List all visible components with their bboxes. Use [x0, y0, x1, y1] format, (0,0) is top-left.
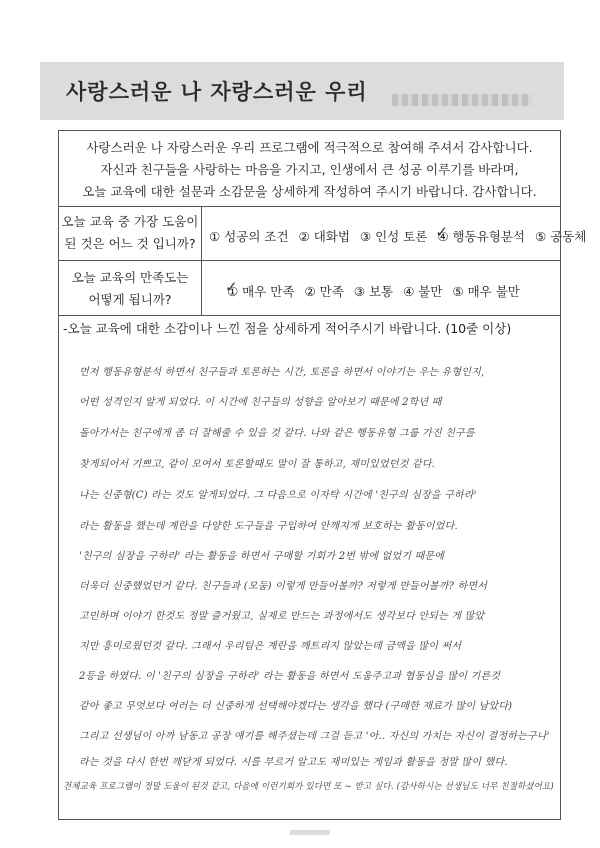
handwritten-line: 어떤 성격인지 알게 되었다. 이 시간에 친구들의 성향을 알아보기 때문에 2학년 때 [79, 397, 442, 408]
question-1-options [209, 227, 592, 245]
handwritten-line: 고민하며 이야기 한것도 정말 즐거웠고, 실제로 만드는 과정에서도 생각보다 안되는 게 많았 [79, 611, 485, 622]
handwritten-line: 나는 신중형(C) 라는 것도 알게되었다. 그 다음으로 이자탁 시간에 '친구의 심장을 구하라' [79, 490, 477, 501]
handwritten-line: 2등을 하였다. 이 '친구의 심장을 구하라' 라는 활동을 하면서 도움주고과 협동심을 많이 기른것 [79, 671, 501, 682]
q2-option-selected[interactable]: ① 매우 만족 ✓ [227, 284, 294, 299]
question-1-label [59, 211, 201, 255]
divider [59, 260, 560, 261]
q2-option[interactable]: ⑤ 매우 불만 [452, 284, 520, 299]
q1-option[interactable]: ① 성공의 조건 [209, 229, 289, 244]
divider [59, 315, 560, 316]
handwritten-line: 찾게되어서 기쁘고, 같이 모여서 토론할때도 말이 잘 통하고, 재미있었던것 같다. [79, 459, 436, 470]
intro-line: 자신과 친구들을 사랑하는 마음을 가지고, 인생에서 큰 성공 이루기를 바라며, [100, 162, 519, 177]
question-2-options [227, 282, 526, 300]
question-2-label [59, 267, 201, 311]
redacted-name [392, 94, 532, 106]
q2-option[interactable]: ② 만족 [304, 284, 344, 299]
q1-option[interactable]: ③ 인성 토론 [359, 229, 428, 244]
handwritten-line: 먼저 행동유형분석 하면서 친구들과 토론하는 시간, 토론을 하면서 이야기는 우는 유형인지, [79, 367, 485, 378]
handwritten-line: 같아 좋고 무엇보다 여러는 더 신중하게 선택해야겠다는 생각을 했다 (구매한 재료가 많이 남았다) [79, 701, 513, 712]
handwritten-line: 전체교육 프로그램이 정말 도움이 된것 같고, 다음에 이런기회가 있다면 또 ~ 받고 싶다. (감사하시는 선생님도 너무 친절하셨어요) [63, 782, 554, 792]
intro-text [59, 137, 560, 203]
q2-option[interactable]: ④ 불만 [403, 284, 443, 299]
handwritten-line: 라는 것을 다시 한번 깨닫게 되었다. 시를 부르거 알고도 재미있는 게임과 활동을 정말 많이 했다. [79, 757, 508, 768]
page-title: 사랑스러운 나 자랑스러운 우리 [66, 80, 368, 104]
intro-line: 오늘 교육에 대한 설문과 소감문을 상세하게 작성하여 주시기 바랍니다. 감사합니다. [82, 184, 537, 199]
handwritten-line: 더욱더 신중했었던거 같다. 친구들과 (모둠) 이렇게 만들어볼까? 저렇게 만들어볼까? 하면서 [79, 581, 488, 592]
handwritten-line: 라는 활동을 했는데 계란을 다양한 도구들을 구입하여 안깨지게 보호하는 활동이었다. [79, 521, 458, 532]
scan-artifact [290, 830, 330, 835]
handwritten-line: '친구의 심장을 구하라' 라는 활동을 하면서 구매할 기회가 2번 밖에 없었기 때문에 [79, 551, 445, 562]
essay-prompt: -오늘 교육에 대한 소감이나 느낀 점을 상세하게 적어주시기 바랍니다. (10줄 이상) [63, 321, 512, 336]
column-divider [201, 206, 202, 315]
intro-line: 사랑스러운 나 자랑스러운 우리 프로그램에 적극적으로 참여해 주셔서 감사합니다. [86, 140, 533, 155]
q1-option-selected[interactable]: ④ 행동유형분석 ✓ [437, 229, 525, 244]
q1-label-line: 오늘 교육 중 가장 도움이 [61, 214, 199, 229]
q2-label-line: 어떻게 됩니까? [88, 292, 172, 307]
handwritten-line: 지만 흥미로웠던것 같다. 그래서 우리팀은 계란을 깨트리지 않았는데 금액을 많이 써서 [79, 641, 462, 652]
q1-label-line: 된 것은 어느 것 입니까? [64, 236, 196, 251]
handwritten-line: 돌아가서는 친구에게 좀 더 잘해줄 수 있을 것 같다. 나와 같은 행동유형 그룹 가진 친구를 [79, 428, 475, 439]
q1-option[interactable]: ⑤ 공동체 [534, 229, 587, 244]
q2-label-line: 오늘 교육의 만족도는 [71, 270, 189, 285]
divider [59, 206, 560, 207]
handwritten-line: 그리고 선생님이 아까 남동고 공장 얘기를 해주셨는데 그걸 듣고 '아.. 자신의 가치는 자신이 결정하는구나' [79, 731, 550, 742]
q2-option[interactable]: ③ 보통 [353, 284, 394, 299]
q1-option[interactable]: ② 대화법 [298, 229, 350, 244]
survey-form [58, 130, 587, 820]
